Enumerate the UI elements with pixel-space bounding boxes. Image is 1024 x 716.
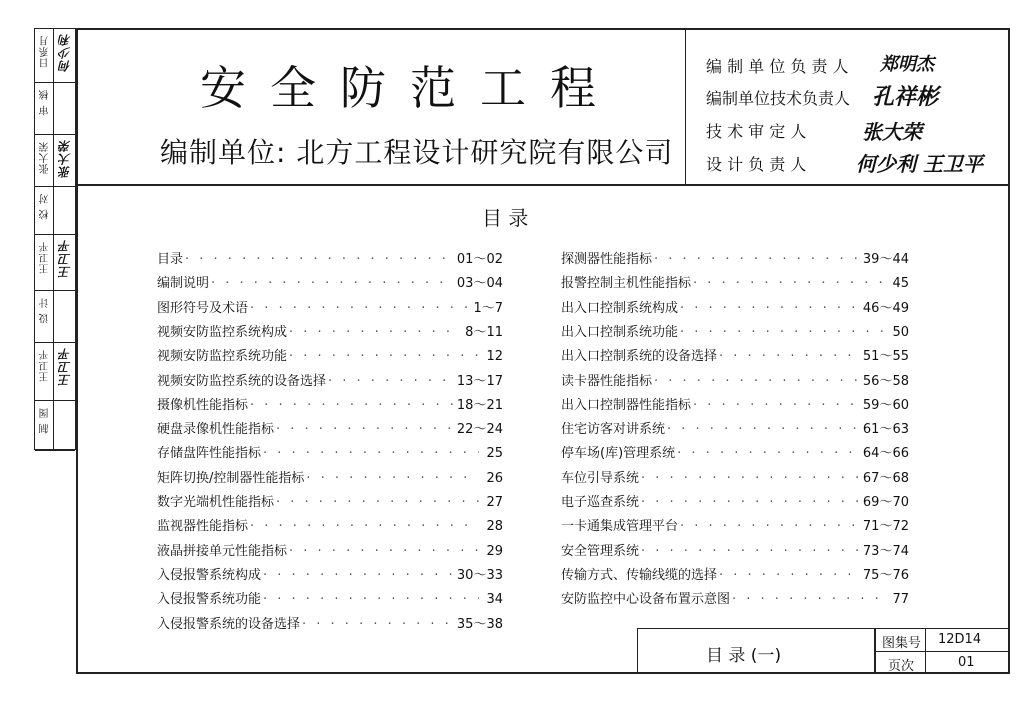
toc-entry-title: 液晶拼接单元性能指标 [157, 543, 288, 559]
title-block-divider [874, 651, 1010, 652]
resp-role-2: 编制单位技术负责人 [706, 89, 851, 108]
toc-entry[interactable] [157, 442, 503, 464]
resp-role-1: 编 制 单 位 负 责 人 [706, 57, 849, 76]
toc-entry-page: 77 [892, 592, 909, 608]
resp-signature-2: 孔祥彬 [872, 84, 939, 110]
resp-signature-4: 何少利 王卫平 [856, 152, 983, 176]
toc-leader-dots [250, 519, 479, 534]
toc-leader-dots [693, 398, 859, 413]
toc-entry[interactable] [561, 272, 909, 294]
side-panel-cell [35, 83, 75, 135]
toc-entry[interactable] [157, 297, 503, 319]
side-panel-signature: 王卫平 [58, 239, 72, 278]
toc-entry-page: 45 [892, 276, 909, 292]
toc-leader-dots [306, 471, 479, 486]
toc-entry-page: 59～60 [862, 397, 909, 413]
toc-leader-dots [263, 568, 453, 583]
toc-entry-page: 12 [486, 349, 503, 365]
toc-entry-title: 出入口控制器性能指标 [561, 397, 692, 413]
toc-entry-title: 传输方式、传输线缆的选择 [561, 567, 718, 583]
toc-entry-title: 住宅访客对讲系统 [561, 422, 666, 438]
toc-entry-page: 67～68 [862, 470, 909, 486]
toc-entry[interactable] [561, 564, 909, 586]
toc-leader-dots [680, 301, 859, 316]
toc-leader-dots [641, 544, 859, 559]
toc-entry[interactable] [157, 321, 503, 343]
toc-entry-title: 存储盘阵性能指标 [157, 446, 262, 462]
side-panel-label: 王卫平 [40, 241, 51, 274]
toc-leader-dots [328, 374, 453, 389]
toc-leader-dots [276, 422, 453, 437]
toc-entry-title: 图形符号及术语 [157, 300, 249, 316]
toc-entry[interactable] [561, 540, 909, 562]
toc-entry[interactable] [561, 370, 909, 392]
toc-entry-title: 读卡器性能指标 [561, 373, 653, 389]
toc-entry-page: 28 [486, 519, 503, 535]
toc-entry-title: 入侵报警系统功能 [157, 592, 262, 608]
toc-entry-page: 03～04 [456, 276, 503, 292]
page-number-value: 01 [958, 655, 975, 670]
side-panel-signature: 王卫平 [58, 347, 72, 386]
toc-entry[interactable] [561, 467, 909, 489]
toc-entry[interactable] [157, 588, 503, 610]
toc-leader-dots [276, 495, 479, 510]
toc-leader-dots [680, 519, 859, 534]
toc-entry-title: 出入口控制系统的设备选择 [561, 349, 718, 365]
side-panel-label: 审 核 [40, 89, 51, 116]
toc-entry-title: 入侵报警系统构成 [157, 567, 262, 583]
toc-entry-page: 71～72 [862, 519, 909, 535]
side-panel-signature: 何少利 [58, 33, 72, 72]
toc-entry[interactable] [157, 540, 503, 562]
side-panel-label: 设 计 [40, 297, 51, 324]
toc-entry-page: 50 [892, 324, 909, 340]
toc-leader-dots [719, 568, 859, 583]
toc-entry[interactable] [157, 248, 503, 270]
toc-leader-dots [680, 325, 885, 340]
toc-entry[interactable] [157, 515, 503, 537]
toc-entry-page: 34 [486, 592, 503, 608]
toc-entry-title: 入侵报警系统的设备选择 [157, 616, 301, 632]
toc-leader-dots [250, 398, 453, 413]
toc-entry-page: 64～66 [862, 446, 909, 462]
side-panel-label: 王卫平 [40, 349, 51, 382]
atlas-number-value: 12D14 [938, 632, 982, 647]
toc-entry-page: 73～74 [862, 543, 909, 559]
side-panel-cell [35, 343, 75, 401]
toc-leader-dots [719, 349, 859, 364]
side-signature-panel [34, 28, 76, 450]
title-block-name: 目 录 (一) [706, 646, 782, 666]
toc-leader-dots [250, 301, 469, 316]
toc-leader-dots [654, 252, 859, 267]
toc-entry-page: 27 [486, 495, 503, 510]
toc-leader-dots [211, 276, 453, 291]
side-panel-cell [35, 235, 75, 291]
toc-entry[interactable] [561, 345, 909, 367]
toc-entry-title: 报警控制主机性能指标 [561, 276, 692, 292]
toc-entry-title: 车位引导系统 [561, 470, 640, 486]
atlas-number-label: 图集号 [882, 636, 922, 651]
toc-entry-title: 矩阵切换/控制器性能指标 [157, 470, 305, 486]
toc-entry-title: 停车场(库)管理系统 [561, 446, 676, 462]
toc-entry-title: 数字光端机性能指标 [157, 495, 275, 510]
toc-entry[interactable] [561, 491, 909, 513]
toc-entry[interactable] [157, 370, 503, 392]
toc-leader-dots [302, 617, 453, 632]
toc-entry-title: 编制说明 [157, 276, 210, 292]
toc-entry-page: 01～02 [456, 252, 503, 267]
toc-leader-dots [289, 544, 479, 559]
header-divider [76, 184, 1010, 186]
toc-entry[interactable] [157, 418, 503, 440]
toc-entry-page: 29 [486, 543, 503, 559]
side-panel-signature: 张大荣 [58, 139, 72, 178]
resp-signature-3: 张大荣 [862, 120, 922, 144]
toc-leader-dots [667, 422, 859, 437]
toc-title: 目 录 [482, 206, 529, 230]
side-panel-label: 日系月 [40, 35, 51, 68]
toc-entry[interactable] [561, 297, 909, 319]
toc-entry-title: 一卡通集成管理平台 [561, 519, 679, 535]
toc-leader-dots [693, 276, 885, 291]
toc-entry-title: 硬盘录像机性能指标 [157, 422, 275, 438]
toc-entry[interactable] [561, 418, 909, 440]
toc-entry-page: 30～33 [456, 567, 503, 583]
toc-entry-title: 安防监控中心设备布置示意图 [561, 592, 731, 608]
side-panel-cell [35, 135, 75, 187]
resp-signature-1: 郑明杰 [880, 54, 934, 75]
toc-entry[interactable] [561, 515, 909, 537]
toc-entry-title: 目录 [157, 252, 184, 267]
toc-entry[interactable] [561, 321, 909, 343]
toc-entry[interactable] [561, 248, 909, 270]
toc-entry[interactable] [157, 467, 503, 489]
toc-entry-page: 26 [486, 470, 503, 486]
side-panel-cell [35, 291, 75, 343]
toc-entry[interactable] [157, 491, 503, 513]
toc-entry-title: 视频安防监控系统功能 [157, 349, 288, 365]
toc-leader-dots [677, 446, 859, 461]
toc-entry-title: 摄像机性能指标 [157, 397, 249, 413]
toc-entry-title: 视频安防监控系统的设备选择 [157, 373, 327, 389]
toc-entry-page: 56～58 [862, 373, 909, 389]
toc-entry-title: 出入口控制系统功能 [561, 324, 679, 340]
toc-leader-dots [263, 446, 479, 461]
page-number-label: 页次 [888, 659, 915, 674]
toc-entry[interactable] [157, 394, 503, 416]
toc-entry[interactable] [157, 613, 503, 635]
toc-entry-page: 18～21 [456, 397, 503, 413]
toc-leader-dots [732, 592, 885, 607]
toc-entry-page: 22～24 [456, 422, 503, 438]
toc-entry-page: 61～63 [862, 422, 909, 438]
compiling-organization: 编制单位: 北方工程设计研究院有限公司 [160, 136, 674, 169]
resp-role-4: 设 计 负 责 人 [706, 155, 807, 174]
toc-entry-page: 75～76 [862, 567, 909, 583]
side-panel-cell [35, 401, 75, 451]
side-panel-label: 制 图 [40, 407, 51, 434]
toc-entry-title: 安全管理系统 [561, 543, 640, 559]
toc-entry-page: 35～38 [456, 616, 503, 632]
side-panel-label: 校 对 [40, 193, 51, 220]
toc-entry[interactable] [157, 564, 503, 586]
side-panel-label: 张大荣 [40, 141, 51, 174]
toc-leader-dots [289, 349, 479, 364]
toc-entry-page: 39～44 [862, 252, 909, 267]
side-panel-cell [35, 29, 75, 83]
toc-leader-dots [641, 471, 859, 486]
toc-entry-page: 46～49 [862, 300, 909, 316]
page-title: 安全防范工程 [200, 61, 620, 115]
toc-leader-dots [654, 374, 859, 389]
toc-entry-title: 探测器性能指标 [561, 252, 653, 267]
toc-entry-page: 1～7 [473, 300, 503, 316]
side-panel-cell [35, 187, 75, 235]
toc-entry-page: 13～17 [456, 373, 503, 389]
toc-leader-dots [641, 495, 859, 510]
toc-leader-dots [263, 592, 479, 607]
toc-entry-page: 69～70 [862, 495, 909, 510]
header-vertical-divider [685, 28, 686, 184]
toc-entry[interactable] [561, 588, 909, 610]
toc-entry[interactable] [157, 272, 503, 294]
toc-entry-page: 51～55 [862, 349, 909, 365]
toc-entry[interactable] [561, 394, 909, 416]
toc-entry-title: 视频安防监控系统构成 [157, 324, 288, 340]
toc-leader-dots [289, 325, 461, 340]
toc-entry-title: 出入口控制系统构成 [561, 300, 679, 316]
toc-entry-title: 监视器性能指标 [157, 519, 249, 535]
toc-entry[interactable] [561, 442, 909, 464]
toc-entry-page: 8～11 [465, 324, 503, 340]
resp-role-3: 技 术 审 定 人 [706, 122, 807, 141]
toc-entry[interactable] [157, 345, 503, 367]
toc-leader-dots [185, 252, 453, 267]
toc-entry-page: 25 [486, 446, 503, 462]
toc-entry-title: 电子巡查系统 [561, 495, 640, 510]
